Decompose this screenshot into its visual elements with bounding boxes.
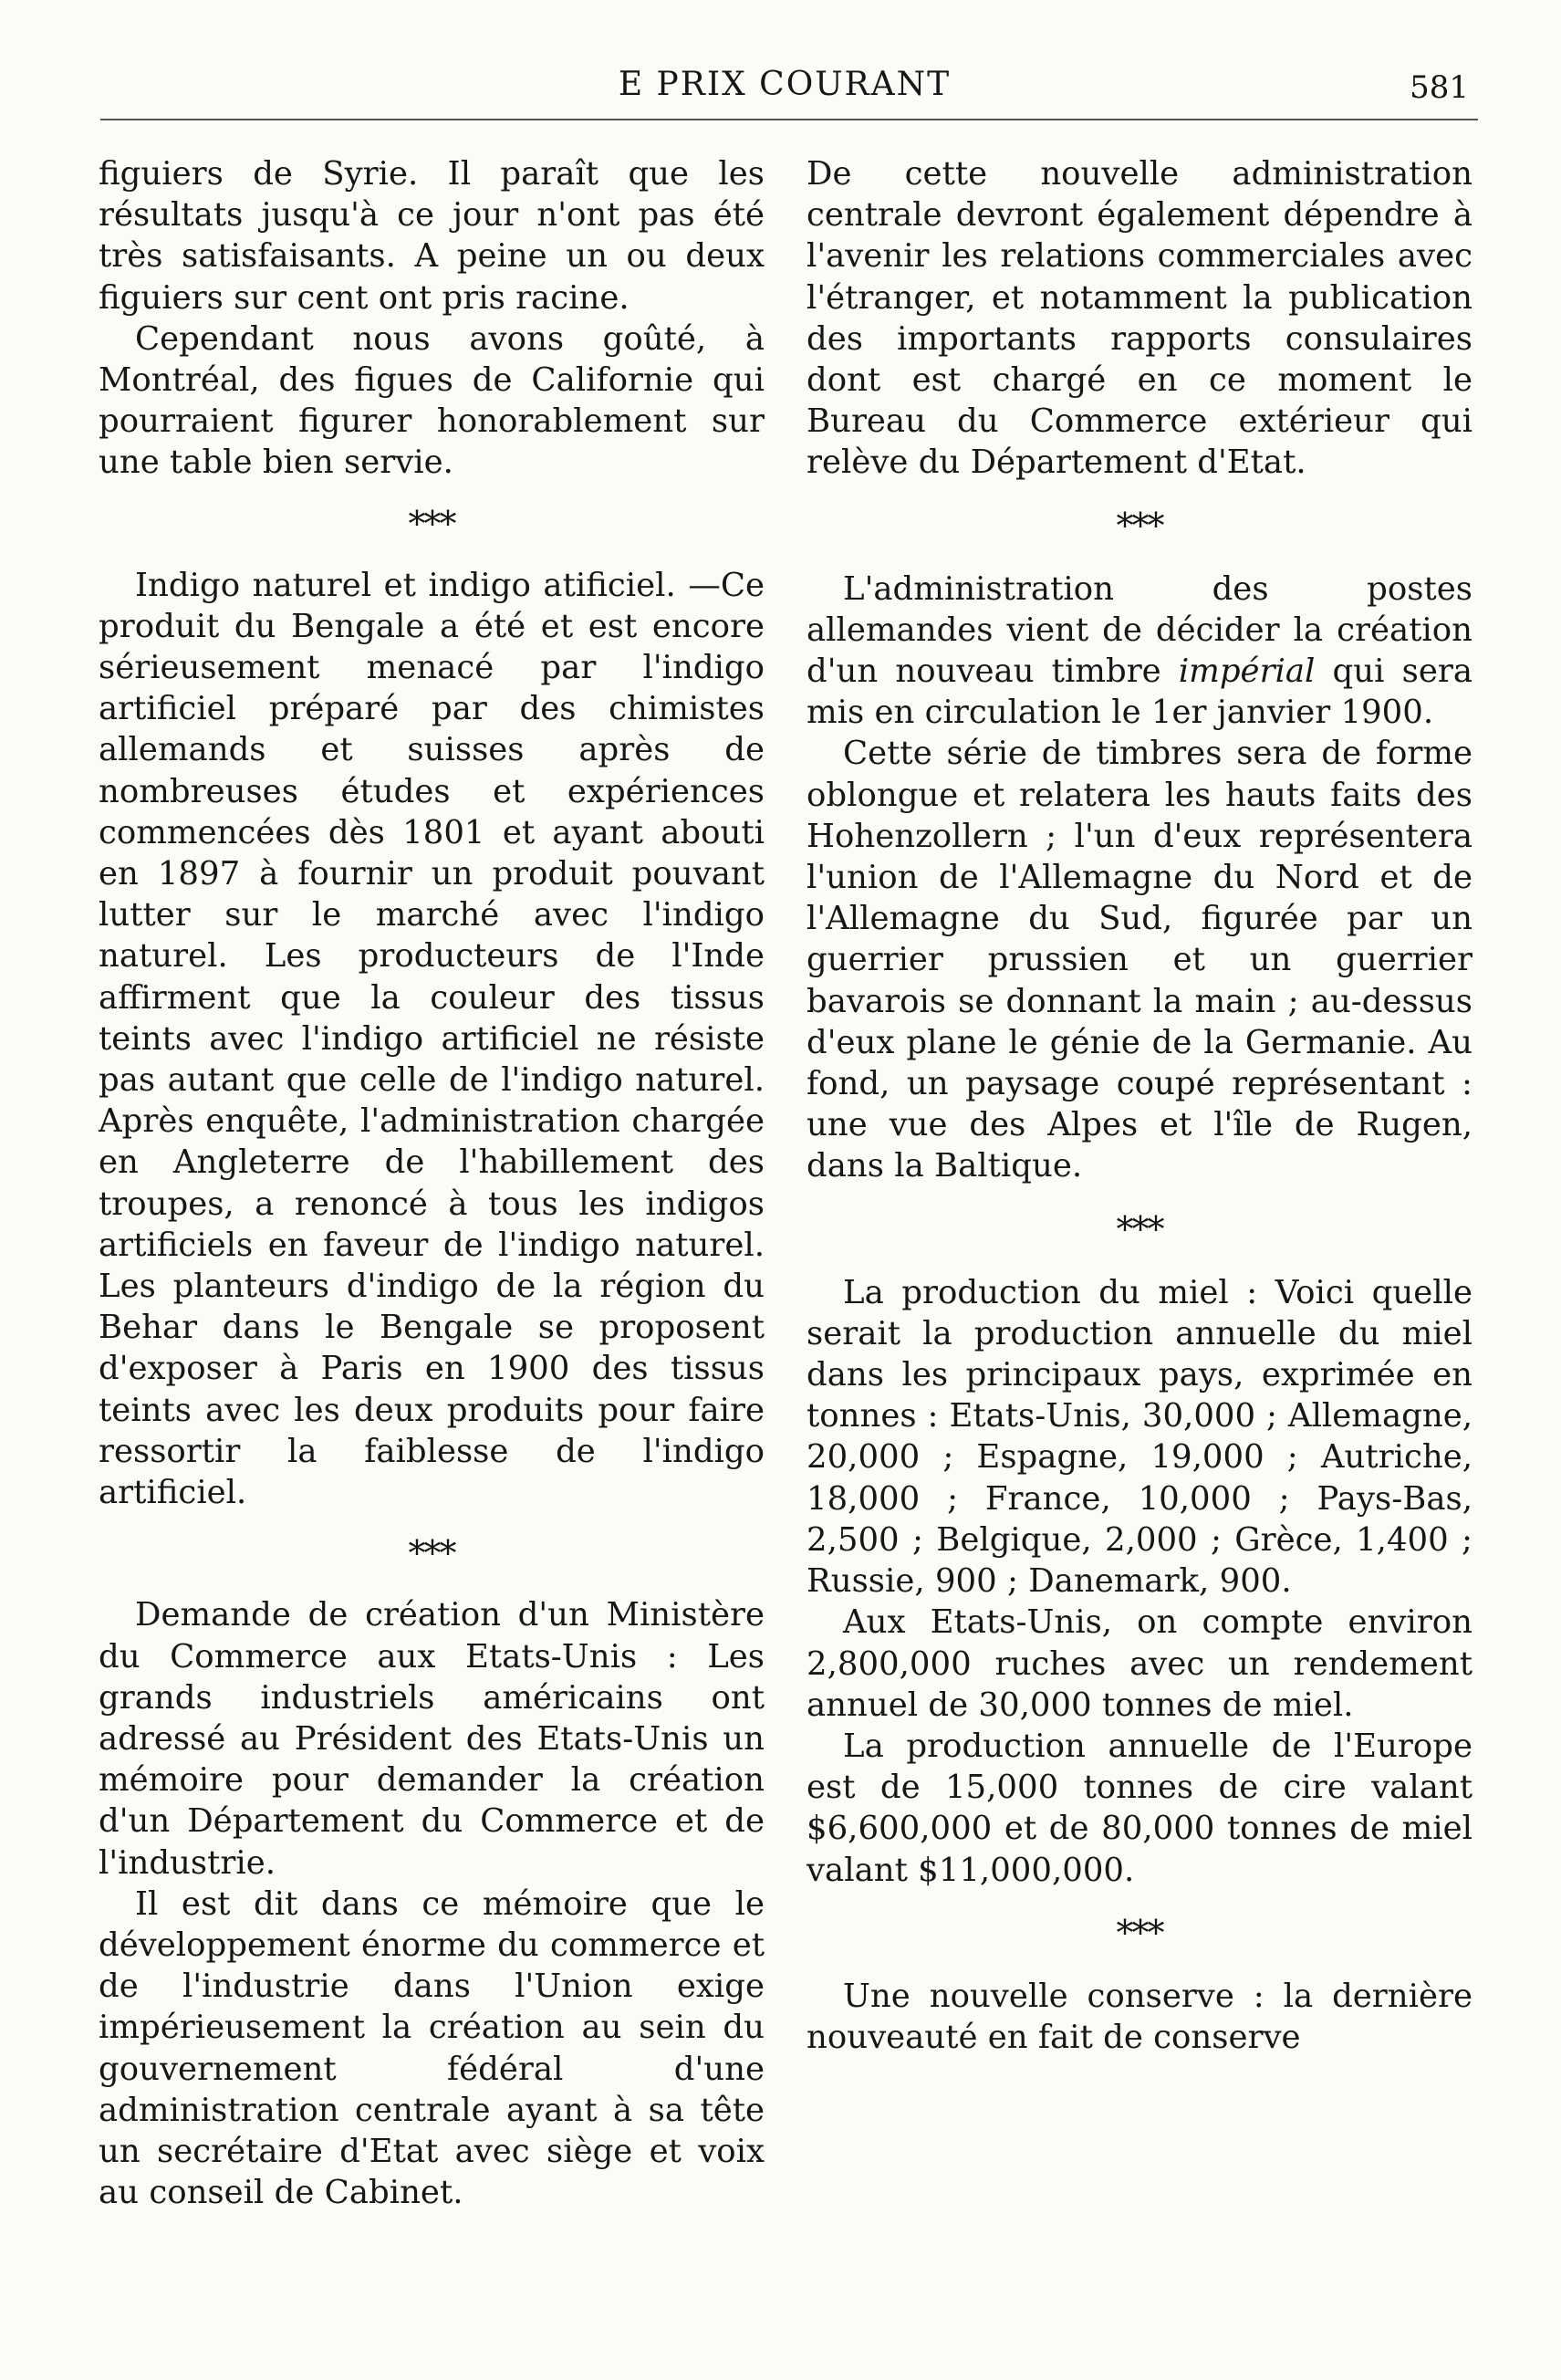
paragraph: Cette série de timbres sera de forme oblongue et relatera les hauts faits des Hohenzollern ; l'un d'eux représentera l'union de l'Allemagne du Nord et de l'Allemagne du Sud, figurée par un guerrier prussien et un guerrier bavarois se donnant la main ; au-dessus d'eux plane le génie de la Germanie. Au fond, un paysage coupé représentant : une vue des Alpes et l'île de Rugen, dans la Baltique.	[807, 735, 1473, 1185]
section-separator: ***	[408, 1533, 455, 1574]
section-separator: ***	[408, 503, 455, 544]
running-title: E PRIX COURANT	[618, 66, 952, 103]
left-column	[99, 153, 765, 2213]
paragraph: Aux Etats-Unis, on compte environ 2,800,000 ruches avec un rendement annuel de 30,000 tonnes de miel.	[807, 1603, 1473, 1724]
page-number: 581	[1410, 69, 1469, 106]
header-rule	[100, 119, 1478, 120]
section-separator: ***	[1116, 1912, 1163, 1953]
paragraph: La production annuelle de l'Europe est de 15,000 tonnes de cire valant $6,600,000 et de 80,000 tonnes de miel valant $11,000,000.	[807, 1727, 1473, 1889]
paragraph: figuiers de Syrie. Il paraît que les résultats jusqu'à ce jour n'ont pas été très satisfaisants. A peine un ou deux figuiers sur cent ont pris racine.	[99, 155, 765, 317]
section-separator: ***	[1116, 505, 1163, 546]
text-run: L'administration des postes allemandes vient de décider la création d'un nouveau timbre	[807, 569, 1473, 691]
paragraph-timbre	[807, 569, 1473, 734]
text-run: qui sera mis en circulation le 1er janvier 1900.	[807, 652, 1473, 732]
paragraph: Cependant nous avons goûté, à Montréal, des figues de Californie qui pourraient figurer honorablement sur une table bien servie.	[99, 319, 765, 482]
paragraph-miel: La production du miel : Voici quelle serait la production annuelle du miel dans les principaux pays, exprimée en tonnes : Etats-Unis, 30,000 ; Allemagne, 20,000 ; Espagne, 19,000 ; Autriche, 18,000 ; France, 10,000 ; Pays-Bas, 2,500 ; Belgique, 2,000 ; Grèce, 1,400 ; Russie, 900 ; Danemark, 900.	[807, 1273, 1473, 1601]
paragraph-indigo: Indigo naturel et indigo atificiel. —Ce produit du Bengale a été et est encore sérieusement menacé par l'indigo artificiel préparé par des chimistes allemands et suisses après de nombreuses études et expériences commencées dès 1801 et ayant abouti en 1897 à fournir un produit pouvant lutter sur le marché avec l'indigo naturel. Les producteurs de l'Inde affirment que la couleur des tissus teints avec l'indigo artificiel ne résiste pas autant que celle de l'indigo naturel. Après enquête, l'administration chargée en Angleterre de l'habillement des troupes, a renoncé à tous les indigos artificiels en faveur de l'indigo naturel. Les planteurs d'indigo de la région du Behar dans le Bengale se proposent d'exposer à Paris en 1900 des tissus teints avec les deux produits pour faire ressortir la faiblesse de l'indigo artificiel.	[99, 566, 765, 1512]
right-column	[807, 153, 1473, 2058]
paragraph-conserve: Une nouvelle conserve : la dernière nouveauté en fait de conserve	[807, 1977, 1473, 2056]
paragraph-ministere: Demande de création d'un Ministère du Commerce aux Etats-Unis : Les grands industriels américains ont adressé au Président des Etats-Unis un mémoire pour demander la création d'un Département du Commerce et de l'industrie.	[99, 1596, 765, 1882]
paragraph: Il est dit dans ce mémoire que le développement énorme du commerce et de l'industrie dans l'Union exige impérieusement la création au sein du gouvernement fédéral d'une administration centrale ayant à sa tête un secrétaire d'Etat avec siège et voix au conseil de Cabinet.	[99, 1884, 765, 2212]
emphasis: impérial	[1178, 652, 1316, 691]
page-header	[100, 57, 1469, 111]
paragraph: De cette nouvelle administration centrale devront également dépendre à l'avenir les relations commerciales avec l'étranger, et notamment la publication des importants rapports consulaires dont est chargé en ce moment le Bureau du Commerce extérieur qui relève du Département d'Etat.	[807, 155, 1473, 482]
section-separator: ***	[1116, 1208, 1163, 1249]
